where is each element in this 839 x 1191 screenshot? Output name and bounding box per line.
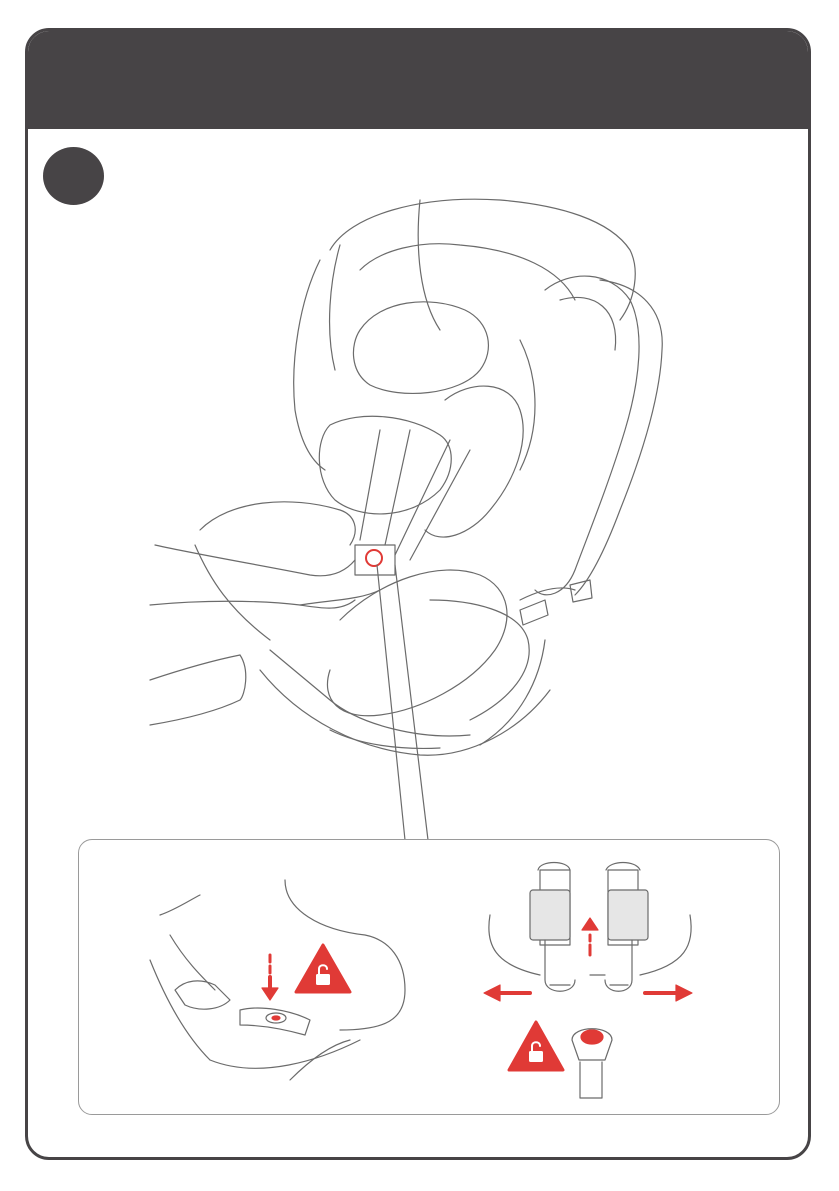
release-buckle-tongues-detail (484, 863, 692, 1099)
press-buckle-button-detail (150, 880, 405, 1080)
